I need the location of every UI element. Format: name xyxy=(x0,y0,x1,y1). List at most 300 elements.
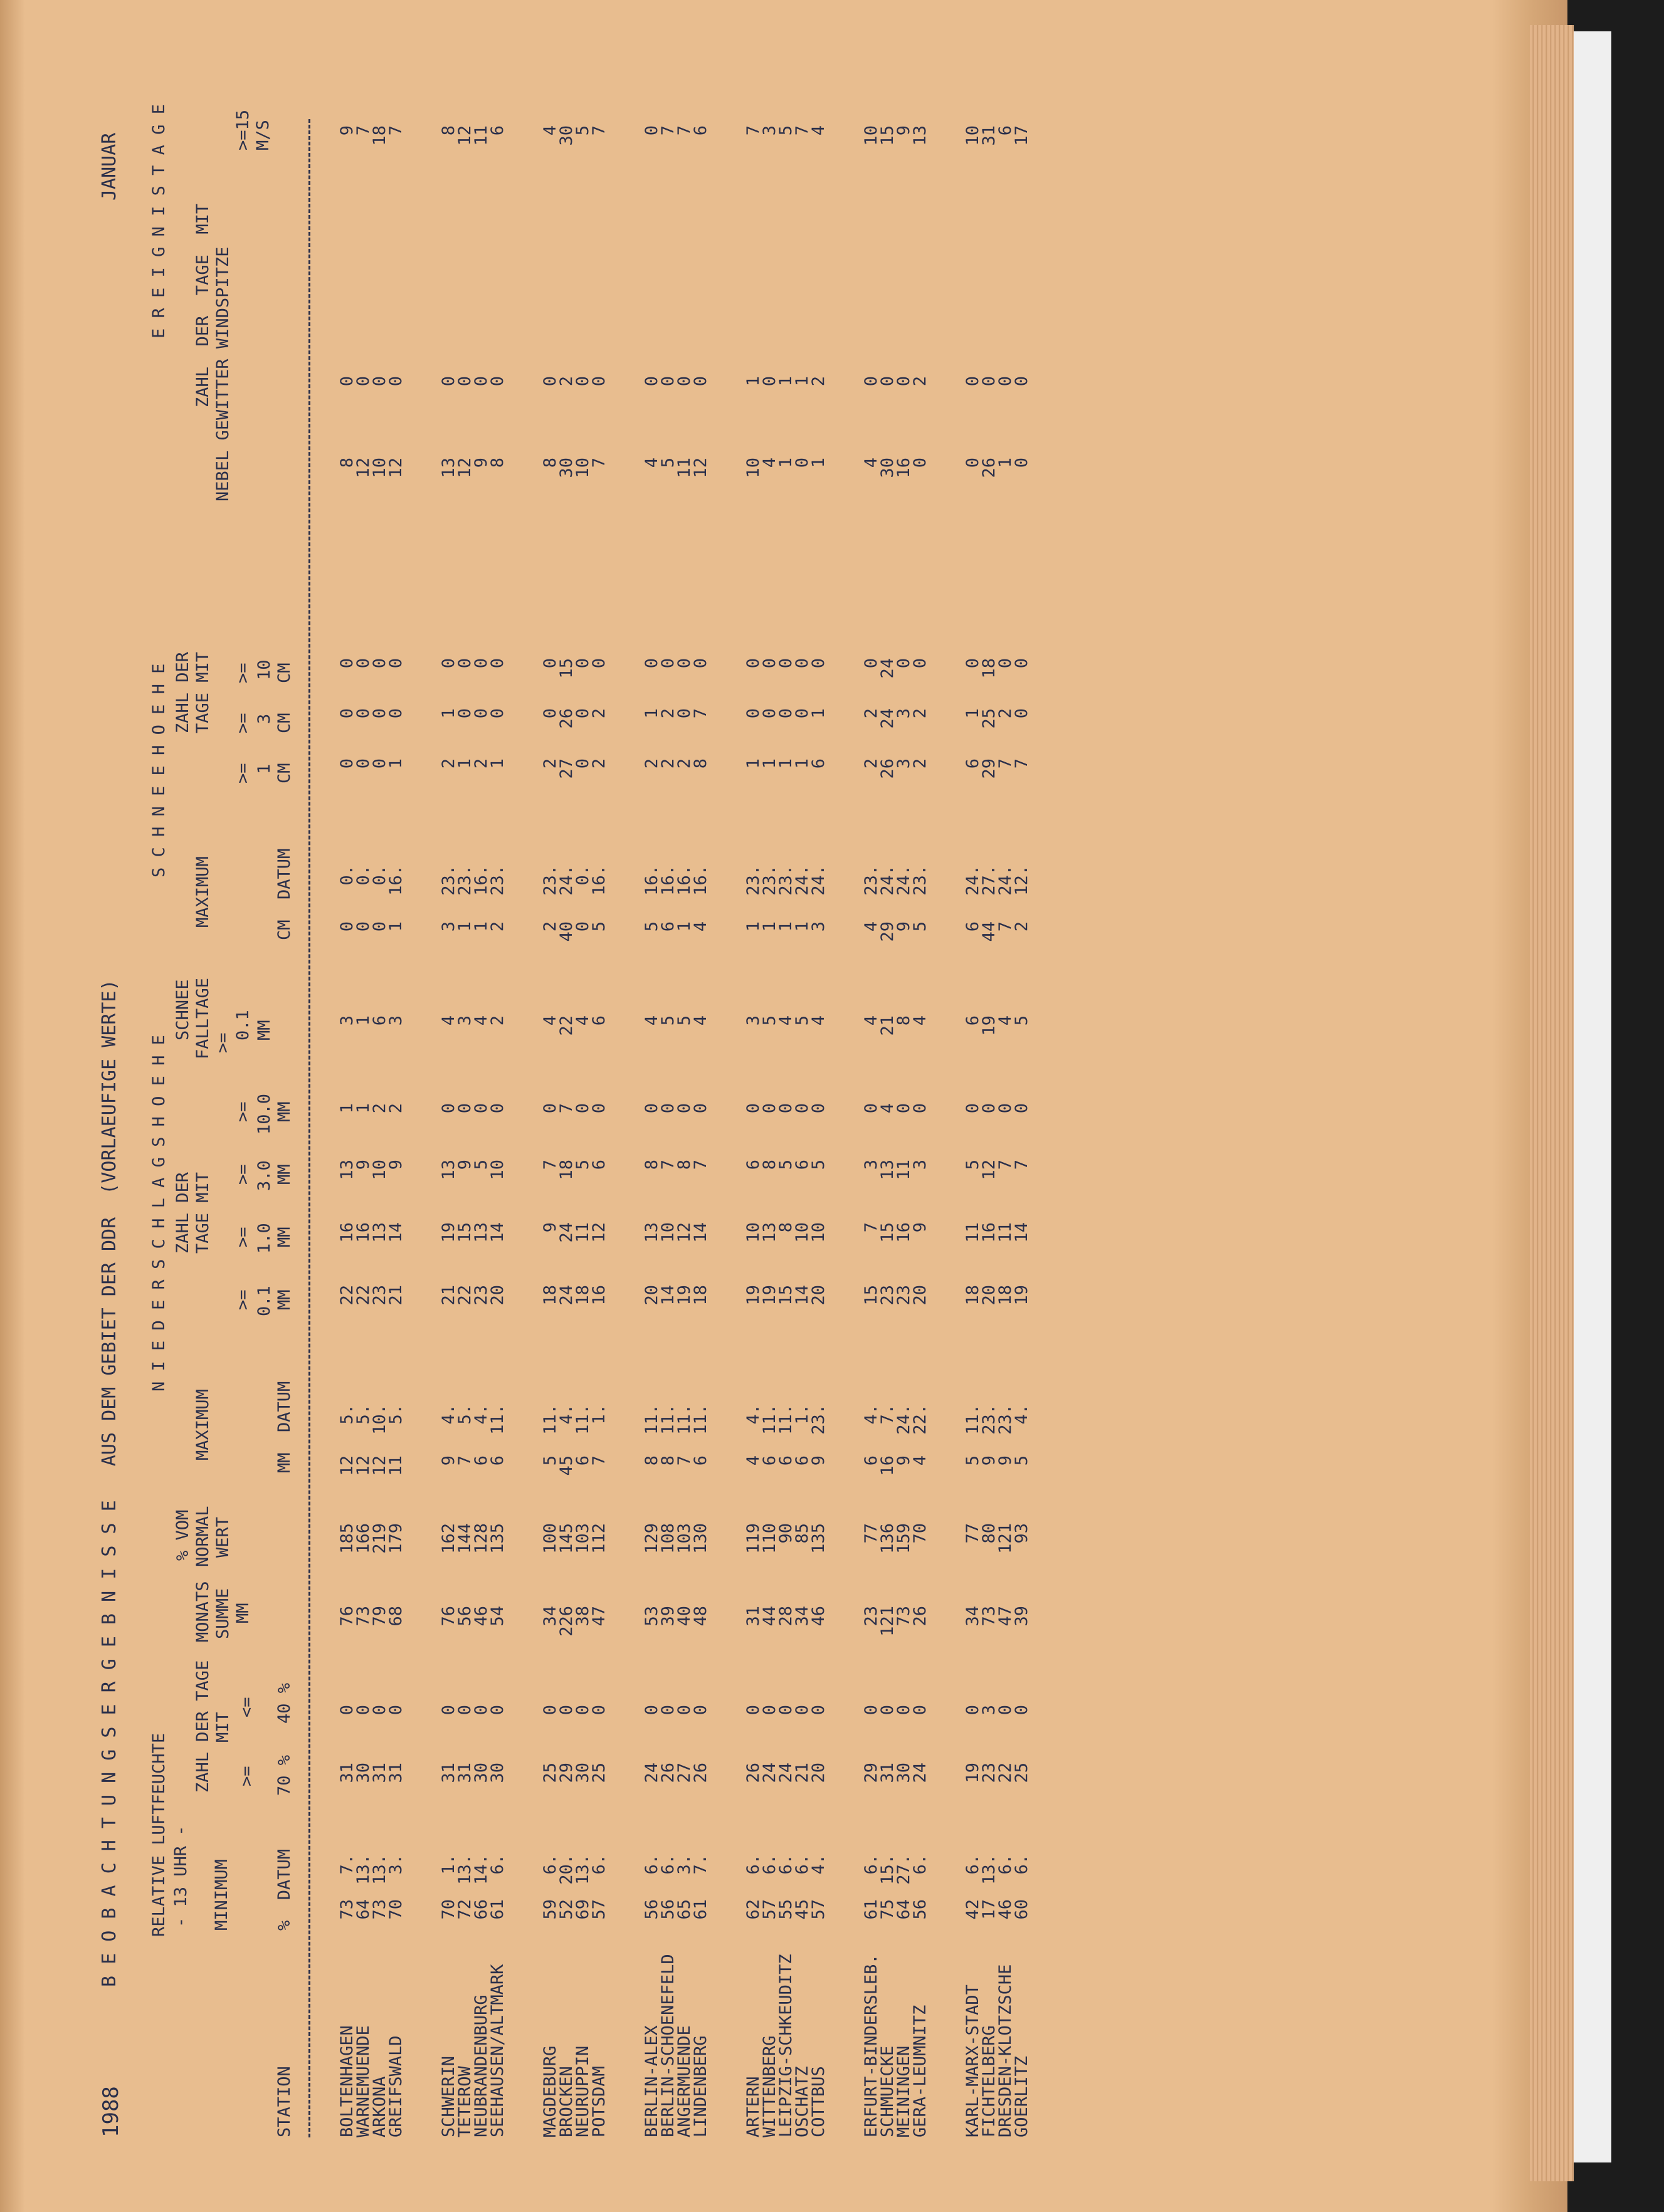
s-t1-val: 1 xyxy=(255,763,274,774)
cell-rh40: 0 xyxy=(1012,1705,1031,1716)
cell-d10: 4 xyxy=(878,1103,897,1114)
cell-s3: 26 xyxy=(557,708,576,729)
cell-wind: 7 xyxy=(386,125,406,136)
cell-d1: 9 xyxy=(910,1222,930,1233)
cell-d01: 20 xyxy=(979,1285,999,1306)
cell-ndate: 11. xyxy=(658,1404,678,1435)
cell-s3: 1 xyxy=(809,708,828,719)
cell-rh70: 24 xyxy=(910,1763,930,1783)
cell-smax: 1 xyxy=(793,921,812,932)
cell-d10: 0 xyxy=(455,1103,475,1114)
cell-s1: 0 xyxy=(573,758,592,769)
cell-d01: 18 xyxy=(996,1285,1015,1306)
cell-d1: 13 xyxy=(760,1222,779,1243)
cell-wind: 6 xyxy=(488,125,507,136)
station-header: STATION xyxy=(275,2066,294,2137)
ereignis-title: E R E I G N I S T A G E xyxy=(149,104,169,338)
cell-rh70: 30 xyxy=(573,1763,592,1783)
cell-wind: 12 xyxy=(455,125,475,146)
cell-rh70: 25 xyxy=(589,1763,609,1783)
cell-wind: 10 xyxy=(963,125,982,146)
cell-rh-date: 6. xyxy=(996,1854,1015,1875)
cell-ndate: 1. xyxy=(589,1404,609,1425)
table-row xyxy=(692,88,710,2144)
cell-nmax: 6 xyxy=(471,1455,491,1466)
cell-s10: 0 xyxy=(642,658,661,669)
cell-rh-date: 6. xyxy=(963,1854,982,1875)
cell-d1: 14 xyxy=(691,1222,710,1243)
cell-s1: 2 xyxy=(861,758,881,769)
cell-pct: 85 xyxy=(793,1523,812,1544)
cell-sdate: 23. xyxy=(439,865,458,896)
cell-d01: 23 xyxy=(894,1285,914,1306)
table-row xyxy=(542,88,559,2144)
cell-rh40: 0 xyxy=(861,1705,881,1716)
cell-rh40: 0 xyxy=(439,1705,458,1716)
cell-ndate: 23. xyxy=(809,1404,828,1435)
cell-s10: 0 xyxy=(658,658,678,669)
cell-rh70: 31 xyxy=(455,1763,475,1783)
cell-s3: 1 xyxy=(439,708,458,719)
cell-nebel: 4 xyxy=(760,458,779,468)
cell-d01: 16 xyxy=(589,1285,609,1306)
cell-s1: 0 xyxy=(354,758,373,769)
cell-nebel: 10 xyxy=(744,458,763,478)
cell-smax: 6 xyxy=(963,921,982,932)
cell-s10: 0 xyxy=(894,658,914,669)
cell-sft: 4 xyxy=(642,1015,661,1026)
cell-gewitter: 0 xyxy=(439,376,458,387)
station-name: OSCHATZ xyxy=(793,2066,812,2137)
table-row xyxy=(761,88,779,2144)
cell-ndate: 7. xyxy=(878,1404,897,1425)
s-zahl-header: ZAHL DER xyxy=(173,651,192,733)
cell-s10: 0 xyxy=(963,658,982,669)
cell-d10: 0 xyxy=(589,1103,609,1114)
cell-gewitter: 1 xyxy=(793,376,812,387)
cell-d1: 12 xyxy=(675,1222,694,1243)
cell-sft: 8 xyxy=(894,1015,914,1026)
cell-d1: 13 xyxy=(471,1222,491,1243)
cell-wind: 8 xyxy=(439,125,458,136)
cell-rh-min: 73 xyxy=(370,1899,389,1920)
cell-d01: 21 xyxy=(439,1285,458,1306)
cell-rh-date: 27. xyxy=(894,1854,914,1885)
cell-s10: 0 xyxy=(354,658,373,669)
cell-nebel: 0 xyxy=(793,458,812,468)
cell-sum: 28 xyxy=(776,1606,796,1627)
cell-rh40: 0 xyxy=(557,1705,576,1716)
cell-rh70: 30 xyxy=(354,1763,373,1783)
cell-rh-min: 70 xyxy=(386,1899,406,1920)
cell-wind: 9 xyxy=(894,125,914,136)
cell-rh-date: 13. xyxy=(979,1854,999,1885)
cell-nebel: 0 xyxy=(910,458,930,468)
cell-d01: 23 xyxy=(471,1285,491,1306)
cell-wind: 3 xyxy=(760,125,779,136)
cell-sum: 39 xyxy=(1012,1606,1031,1627)
cell-pct: 77 xyxy=(861,1523,881,1544)
cell-d01: 20 xyxy=(642,1285,661,1306)
cell-nebel: 10 xyxy=(573,458,592,478)
cell-sdate: 23. xyxy=(744,865,763,896)
cell-rh70: 31 xyxy=(370,1763,389,1783)
cell-smax: 1 xyxy=(675,921,694,932)
cell-s3: 1 xyxy=(963,708,982,719)
cell-s10: 0 xyxy=(370,658,389,669)
cell-sum: 46 xyxy=(471,1606,491,1627)
n-zahl-header: ZAHL DER xyxy=(173,1172,192,1254)
cell-d3: 10 xyxy=(370,1160,389,1180)
cell-s3: 2 xyxy=(861,708,881,719)
cell-s10: 0 xyxy=(691,658,710,669)
cell-rh40: 0 xyxy=(996,1705,1015,1716)
cell-pct: 103 xyxy=(573,1523,592,1554)
cell-nmax: 9 xyxy=(979,1455,999,1466)
cell-wind: 7 xyxy=(589,125,609,136)
s-t3-unit: CM xyxy=(275,713,294,733)
cell-s3: 0 xyxy=(455,708,475,719)
cell-ndate: 4. xyxy=(861,1404,881,1425)
cell-nmax: 8 xyxy=(642,1455,661,1466)
table-row xyxy=(981,88,998,2144)
cell-smax: 3 xyxy=(439,921,458,932)
cell-pct: 159 xyxy=(894,1523,914,1554)
cell-s1: 0 xyxy=(337,758,357,769)
table-row xyxy=(1013,88,1031,2144)
cell-nebel: 13 xyxy=(439,458,458,478)
cell-d01: 23 xyxy=(878,1285,897,1306)
cell-s1: 1 xyxy=(488,758,507,769)
rh-le40-val: 40 % xyxy=(275,1682,294,1724)
station-name: ERFURT-BINDERSLEB. xyxy=(861,1954,881,2137)
cell-pct: 130 xyxy=(691,1523,710,1554)
cell-pct: 119 xyxy=(744,1523,763,1554)
cell-rh-date: 6. xyxy=(589,1854,609,1875)
cell-s3: 0 xyxy=(760,708,779,719)
cell-d10: 0 xyxy=(573,1103,592,1114)
cell-rh40: 0 xyxy=(910,1705,930,1716)
cell-ndate: 1. xyxy=(793,1404,812,1425)
cell-nmax: 7 xyxy=(675,1455,694,1466)
cell-smax: 1 xyxy=(776,921,796,932)
cell-smax: 0 xyxy=(370,921,389,932)
cell-ndate: 11. xyxy=(760,1404,779,1435)
cell-sum: 68 xyxy=(386,1606,406,1627)
cell-sft: 4 xyxy=(809,1015,828,1026)
cell-s10: 0 xyxy=(744,658,763,669)
station-name: TETEROW xyxy=(455,2066,475,2137)
monatssumme-h2: SUMME xyxy=(213,1588,233,1639)
cell-sum: 39 xyxy=(658,1606,678,1627)
cell-s10: 0 xyxy=(809,658,828,669)
cell-d3: 18 xyxy=(557,1160,576,1180)
cell-ndate: 5. xyxy=(386,1404,406,1425)
rh-minimum-header: MINIMUM xyxy=(212,1859,231,1931)
cell-d01: 14 xyxy=(658,1285,678,1306)
cell-d10: 0 xyxy=(439,1103,458,1114)
cell-sum: 47 xyxy=(589,1606,609,1627)
cell-ndate: 5. xyxy=(337,1404,357,1425)
cell-nmax: 6 xyxy=(691,1455,710,1466)
cell-d10: 0 xyxy=(642,1103,661,1114)
cell-ndate: 11. xyxy=(675,1404,694,1435)
cell-d1: 8 xyxy=(776,1222,796,1233)
cell-gewitter: 0 xyxy=(878,376,897,387)
monatssumme-h1: MONATS xyxy=(193,1581,213,1642)
cell-sft: 3 xyxy=(744,1015,763,1026)
cell-rh-min: 56 xyxy=(910,1899,930,1920)
cell-rh70: 26 xyxy=(658,1763,678,1783)
cell-wind: 17 xyxy=(1012,125,1031,146)
cell-smax: 44 xyxy=(979,921,999,942)
cell-sdate: 23. xyxy=(488,865,507,896)
cell-smax: 2 xyxy=(1012,921,1031,932)
cell-wind: 9 xyxy=(337,125,357,136)
cell-ndate: 22. xyxy=(910,1404,930,1435)
cell-pct: 80 xyxy=(979,1523,999,1544)
cell-d10: 0 xyxy=(658,1103,678,1114)
table-row xyxy=(489,88,507,2144)
cell-sdate: 24. xyxy=(963,865,982,896)
cell-sdate: 24. xyxy=(793,865,812,896)
cell-d10: 0 xyxy=(488,1103,507,1114)
cell-s1: 7 xyxy=(996,758,1015,769)
cell-sdate: 0. xyxy=(337,865,357,886)
page-title: B E O B A C H T U N G S E R G E B N I S S E AUS DEM GEBIET DER DDR (VORLAEUFIGE WERTE) xyxy=(98,979,120,1987)
cell-sdate: 23. xyxy=(455,865,475,896)
cell-pct: 129 xyxy=(642,1523,661,1554)
cell-s3: 7 xyxy=(691,708,710,719)
cell-d1: 12 xyxy=(589,1222,609,1243)
cell-nebel: 4 xyxy=(861,458,881,468)
cell-d01: 20 xyxy=(809,1285,828,1306)
cell-pct: 90 xyxy=(776,1523,796,1544)
n-tagemit-header: TAGE MIT xyxy=(193,1172,213,1254)
cell-nmax: 5 xyxy=(540,1455,560,1466)
cell-wind: 6 xyxy=(996,125,1015,136)
header-rule xyxy=(308,119,310,2137)
cell-d1: 14 xyxy=(386,1222,406,1243)
cell-d1: 10 xyxy=(658,1222,678,1243)
cell-wind: 15 xyxy=(878,125,897,146)
cell-d1: 10 xyxy=(744,1222,763,1243)
cell-sum: 73 xyxy=(979,1606,999,1627)
cell-nebel: 30 xyxy=(878,458,897,478)
table-row xyxy=(895,88,913,2144)
cell-sft: 4 xyxy=(776,1015,796,1026)
cell-sum: 121 xyxy=(878,1606,897,1637)
cell-ndate: 4. xyxy=(1012,1404,1031,1425)
table-row xyxy=(745,88,762,2144)
cell-gewitter: 0 xyxy=(455,376,475,387)
cell-rh-date: 13. xyxy=(370,1854,389,1885)
cell-smax: 40 xyxy=(557,921,576,942)
cell-wind: 4 xyxy=(809,125,828,136)
station-name: DRESDEN-KLOTZSCHE xyxy=(996,1964,1015,2137)
cell-d1: 10 xyxy=(809,1222,828,1243)
cell-d01: 24 xyxy=(557,1285,576,1306)
cell-ndate: 11. xyxy=(776,1404,796,1435)
cell-rh40: 0 xyxy=(793,1705,812,1716)
s-t3-val: 3 xyxy=(255,713,274,724)
cell-sum: 48 xyxy=(691,1606,710,1627)
table-row xyxy=(777,88,795,2144)
cell-d3: 6 xyxy=(793,1160,812,1170)
cell-rh-min: 64 xyxy=(354,1899,373,1920)
cell-d3: 6 xyxy=(589,1160,609,1170)
cell-smax: 0 xyxy=(573,921,592,932)
cell-d10: 0 xyxy=(471,1103,491,1114)
cell-nebel: 8 xyxy=(540,458,560,468)
cell-rh70: 30 xyxy=(471,1763,491,1783)
station-name: ARKONA xyxy=(370,2076,389,2137)
cell-d10: 0 xyxy=(776,1103,796,1114)
cell-rh70: 26 xyxy=(691,1763,710,1783)
cell-sft: 5 xyxy=(675,1015,694,1026)
cell-d3: 8 xyxy=(675,1160,694,1170)
cell-pct: 135 xyxy=(809,1523,828,1554)
cell-s1: 27 xyxy=(557,758,576,779)
cell-wind: 6 xyxy=(691,125,710,136)
s-maximum-header: MAXIMUM xyxy=(193,856,213,928)
cell-s10: 15 xyxy=(557,658,576,679)
cell-s10: 0 xyxy=(996,658,1015,669)
cell-gewitter: 0 xyxy=(573,376,592,387)
cell-d3: 13 xyxy=(337,1160,357,1180)
cell-s3: 2 xyxy=(910,708,930,719)
cell-gewitter: 0 xyxy=(1012,376,1031,387)
cell-s3: 24 xyxy=(878,708,897,729)
cell-d01: 19 xyxy=(744,1285,763,1306)
cell-sum: 34 xyxy=(963,1606,982,1627)
cell-sdate: 16. xyxy=(675,865,694,896)
cell-rh-min: 45 xyxy=(793,1899,812,1920)
cell-s10: 0 xyxy=(776,658,796,669)
rh-mit-header: MIT xyxy=(213,1712,233,1743)
table-row xyxy=(574,88,592,2144)
station-name: MEININGEN xyxy=(894,2045,914,2137)
cell-rh-min: 61 xyxy=(691,1899,710,1920)
cell-d10: 1 xyxy=(337,1103,357,1114)
cell-gewitter: 0 xyxy=(658,376,678,387)
cell-s1: 2 xyxy=(675,758,694,769)
cell-rh-min: 73 xyxy=(337,1899,357,1920)
cell-d3: 5 xyxy=(963,1160,982,1170)
cell-rh40: 0 xyxy=(658,1705,678,1716)
cell-gewitter: 0 xyxy=(589,376,609,387)
cell-rh40: 0 xyxy=(809,1705,828,1716)
cell-ndate: 5. xyxy=(455,1404,475,1425)
cell-d1: 16 xyxy=(354,1222,373,1243)
s-t10-val: 10 xyxy=(255,659,274,680)
station-name: NEURUPPIN xyxy=(573,2045,592,2137)
cell-smax: 6 xyxy=(658,921,678,932)
cell-s1: 6 xyxy=(963,758,982,769)
cell-rh70: 30 xyxy=(894,1763,914,1783)
cell-rh-date: 15. xyxy=(878,1854,897,1885)
cell-sft: 5 xyxy=(793,1015,812,1026)
n-maximum-units: MM DATUM xyxy=(275,1381,294,1473)
cell-nmax: 12 xyxy=(337,1455,357,1476)
cell-nebel: 0 xyxy=(963,458,982,468)
cell-rh70: 20 xyxy=(809,1763,828,1783)
cell-smax: 4 xyxy=(861,921,881,932)
cell-d3: 5 xyxy=(573,1160,592,1170)
station-name: BERLIN-ALEX xyxy=(642,2025,661,2137)
cell-wind: 5 xyxy=(776,125,796,136)
cell-sft: 6 xyxy=(370,1015,389,1026)
cell-rh-min: 59 xyxy=(540,1899,560,1920)
cell-wind: 7 xyxy=(793,125,812,136)
cell-sum: 53 xyxy=(642,1606,661,1627)
cell-s1: 2 xyxy=(589,758,609,769)
cell-sdate: 16. xyxy=(471,865,491,896)
cell-d1: 9 xyxy=(540,1222,560,1233)
cell-s3: 2 xyxy=(658,708,678,719)
table-row xyxy=(456,88,474,2144)
cell-sdate: 24. xyxy=(878,865,897,896)
cell-d01: 22 xyxy=(455,1285,475,1306)
cell-rh40: 0 xyxy=(878,1705,897,1716)
cell-rh70: 19 xyxy=(963,1763,982,1783)
cell-sum: 76 xyxy=(439,1606,458,1627)
station-name: BOLTENHAGEN xyxy=(337,2025,357,2137)
cell-sft: 19 xyxy=(979,1015,999,1036)
cell-rh-date: 6. xyxy=(861,1854,881,1875)
cell-sft: 4 xyxy=(861,1015,881,1026)
cell-d10: 0 xyxy=(760,1103,779,1114)
cell-nmax: 7 xyxy=(589,1455,609,1466)
cell-sum: 31 xyxy=(744,1606,763,1627)
cell-d3: 7 xyxy=(658,1160,678,1170)
cell-rh-min: 42 xyxy=(963,1899,982,1920)
cell-d01: 20 xyxy=(488,1285,507,1306)
cell-d1: 10 xyxy=(793,1222,812,1243)
cell-s3: 0 xyxy=(793,708,812,719)
cell-rh-min: 69 xyxy=(573,1899,592,1920)
cell-sft: 6 xyxy=(963,1015,982,1026)
n-t01-val: 0.1 xyxy=(255,1286,274,1316)
cell-sft: 5 xyxy=(658,1015,678,1026)
cell-rh40: 0 xyxy=(589,1705,609,1716)
s-t3-op: >= xyxy=(233,713,253,733)
table-row xyxy=(794,88,811,2144)
cell-smax: 3 xyxy=(809,921,828,932)
n-t10-unit: MM xyxy=(275,1101,294,1122)
table-row xyxy=(863,88,880,2144)
cell-rh70: 29 xyxy=(861,1763,881,1783)
cell-d01: 20 xyxy=(910,1285,930,1306)
cell-d3: 3 xyxy=(861,1160,881,1170)
cell-rh70: 23 xyxy=(979,1763,999,1783)
station-name: NEUBRANDENBURG xyxy=(471,1994,491,2137)
cell-gewitter: 0 xyxy=(540,376,560,387)
s-t10-unit: CM xyxy=(275,663,294,683)
cell-smax: 0 xyxy=(337,921,357,932)
cell-rh-min: 46 xyxy=(996,1899,1015,1920)
cell-rh-date: 7. xyxy=(337,1854,357,1875)
cell-s10: 24 xyxy=(878,658,897,679)
cell-sft: 4 xyxy=(471,1015,491,1026)
table-row xyxy=(339,88,356,2144)
cell-pct: 145 xyxy=(557,1523,576,1554)
cell-gewitter: 0 xyxy=(354,376,373,387)
cell-d10: 0 xyxy=(691,1103,710,1114)
cell-rh70: 21 xyxy=(793,1763,812,1783)
cell-s1: 2 xyxy=(540,758,560,769)
cell-nmax: 11 xyxy=(386,1455,406,1476)
